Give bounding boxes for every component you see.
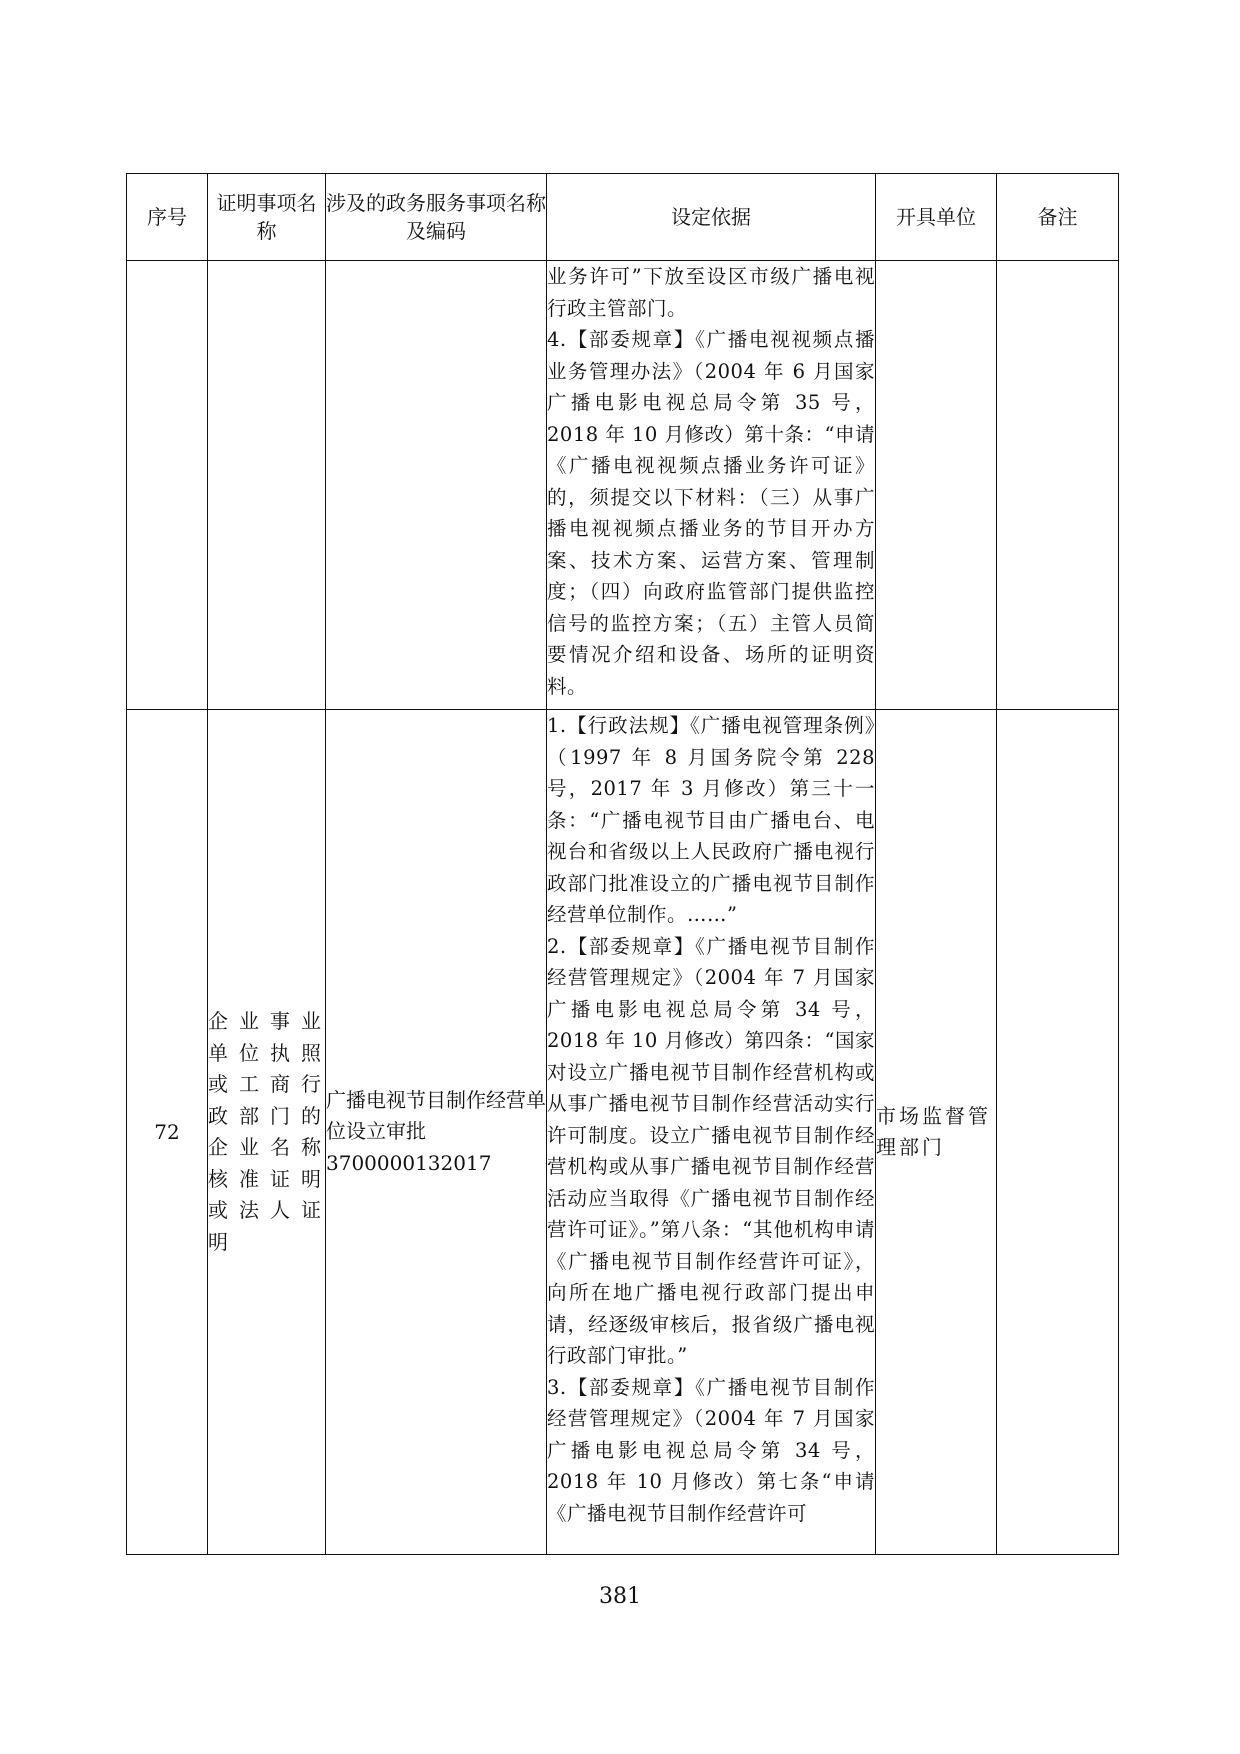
service-code: 3700000132017 <box>326 1150 492 1175</box>
cell-unit: 市场监督管理部门 <box>876 710 997 1555</box>
cell-unit-empty <box>876 261 997 710</box>
page-number: 381 <box>599 1584 641 1609</box>
basis-paragraph: 2.【部委规章】《广播电视节目制作经营管理规定》（2004 年 7 月国家广播电影电视总局令第 34 号，2018 年 10 月修改）第四条：“国家对设立广播电视节目制作经营机构或从事广播电视节目制作经营活动实行许可制度。设立广播电视节目制作经营机构或从事广播电视节目制作经营活动应当取得《广播电视节目制作经营许可证》。”第八条：“其他机构申请《广播电视节目制作经营许可证》，向所在地广播电视行政部门提出申请，经逐级审核后，报省级广播电视行政部门审批。” <box>547 934 876 1367</box>
cell-service-empty <box>326 261 547 710</box>
cell-name-empty <box>208 261 326 710</box>
table-row-72 <box>127 710 1119 1555</box>
cell-item-name: 企业事业单位执照或工商行政部门的企业名称核准证明或法人证明 <box>208 710 326 1555</box>
cell-note-empty <box>997 261 1119 710</box>
basis-paragraph: 1.【行政法规】《广播电视管理条例》（1997 年 8 月国务院令第 228 号，2017 年 3 月修改）第三十一条：“广播电视节目由广播电台、电视台和省级以上人民政府广播电视行政部门批准设立的广播电视节目制作经营单位制作。……” <box>547 714 875 926</box>
certification-items-table <box>126 173 1119 1555</box>
cell-no-empty <box>127 261 208 710</box>
header-unit: 开具单位 <box>876 174 997 261</box>
table-header-row <box>127 174 1119 261</box>
header-note: 备注 <box>997 174 1119 261</box>
cell-basis-continued <box>547 261 876 710</box>
cell-note <box>997 710 1119 1555</box>
table-row-continued <box>127 261 1119 710</box>
header-service: 涉及的政务服务事项名称及编码 <box>326 174 547 261</box>
service-name: 广播电视节目制作经营单位设立审批 <box>326 1087 546 1144</box>
header-no: 序号 <box>127 174 208 261</box>
basis-paragraph: 业务许可”下放至设区市级广播电视行政主管部门。 <box>547 265 875 320</box>
cell-service <box>326 710 547 1555</box>
cell-no: 72 <box>127 710 208 1555</box>
cell-basis <box>547 710 876 1555</box>
basis-paragraph: 3.【部委规章】《广播电视节目制作经营管理规定》（2004 年 7 月国家广播电影电视总局令第 34 号，2018 年 10 月修改）第七条“申请《广播电视节目制作经营许可 <box>547 1375 875 1525</box>
header-basis: 设定依据 <box>547 174 876 261</box>
header-item-name: 证明事项名称 <box>208 174 326 261</box>
basis-paragraph: 4.【部委规章】《广播电视视频点播业务管理办法》（2004 年 6 月国家广播电影电视总局令第 35 号，2018 年 10 月修改）第十条：“申请《广播电视视频点播业务许可证》的，须提交以下材料：（三）从事广播电视视频点播业务的节目开办方案、技术方案、运营方案、管理制度；（四）向政府监管部门提供监控信号的监控方案；（五）主管人员简要情况介绍和设备、场所的证明资料。 <box>547 328 876 698</box>
